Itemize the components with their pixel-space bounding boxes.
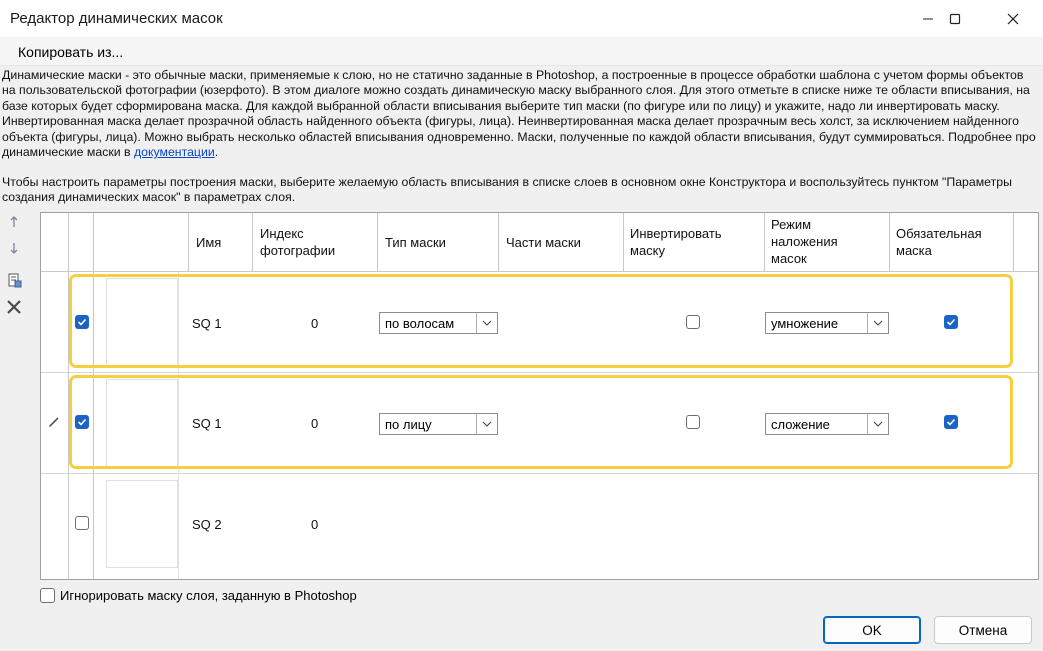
ignore-layer-mask-checkbox[interactable]: [40, 588, 55, 603]
blend-mode-select[interactable]: сложение: [765, 413, 889, 435]
row-photo-index: 0: [311, 517, 319, 532]
description-text: Динамические маски - это обычные маски, применяемые к слою, но не статично заданные в Photoshop, а построенные в процессе обработки шаблона с учетом формы объектов на пользовательской фотографии (юзерфото). В этом диалоге можно создать динамическую маску выбранного слоя. Для этого отметьте в списке ниже те области вписывания, на базе которых будет сформирована маска. Для каждой выбранной области вписывания выберите тип маски (по фигуре или по лицу) и укажите, надо ли инвертировать маску. Инвертированная маска делает прозрачной область найденного объекта (фигуры, лица). Неинвертированная маска делает прозрачным весь холст, за исключением найденного объекта (фигуры, лица). Можно выбрать несколько областей вписывания одновременно. Маски, полученные по каждой области вписывания, будут суммироваться. Подробнее про динамические маски в документации.: [2, 68, 1036, 160]
grid-header: [41, 213, 1039, 272]
move-up-icon: [8, 215, 20, 229]
row-select-checkbox[interactable]: [75, 415, 89, 429]
invert-checkbox[interactable]: [686, 315, 700, 329]
move-down-button[interactable]: [4, 238, 24, 258]
add-mask-button[interactable]: [4, 270, 24, 290]
row-name: SQ 1: [192, 316, 222, 331]
ignore-layer-mask-label: Игнорировать маску слоя, заданную в Photoshop: [60, 588, 357, 603]
layer-thumbnail: [106, 379, 178, 467]
required-checkbox[interactable]: [944, 415, 958, 429]
column-required[interactable]: Обязательная маска: [896, 226, 982, 258]
masks-grid[interactable]: [40, 212, 1039, 580]
table-row[interactable]: [41, 272, 1039, 373]
chevron-down-icon: [867, 313, 888, 333]
layer-thumbnail: [106, 480, 178, 568]
invert-checkbox[interactable]: [686, 415, 700, 429]
row-name: SQ 2: [192, 517, 222, 532]
delete-button[interactable]: [4, 297, 24, 317]
documentation-link[interactable]: документации: [133, 145, 215, 160]
mask-type-select[interactable]: по лицу: [379, 413, 498, 435]
menu-bar: [0, 37, 1043, 66]
row-name: SQ 1: [192, 416, 222, 431]
column-photo-index[interactable]: Индекс фотографии: [260, 226, 336, 258]
chevron-down-icon: [867, 414, 888, 434]
maximize-icon: [949, 13, 961, 25]
close-icon: [1007, 13, 1019, 25]
column-invert[interactable]: Инвертировать маску: [630, 226, 722, 258]
row-select-checkbox[interactable]: [75, 315, 89, 329]
close-button[interactable]: [990, 0, 1036, 37]
row-select-checkbox[interactable]: [75, 516, 89, 530]
window-title: Редактор динамических масок: [10, 10, 223, 27]
hint-text: Чтобы настроить параметры построения маски, выберите желаемую область вписывания в списке слоев в основном окне Конструктора и воспользуйтесь пунктом "Параметры создания динамических масок" в параметрах слоя.: [2, 175, 1012, 205]
column-name[interactable]: Имя: [196, 235, 222, 250]
chevron-down-icon: [476, 414, 497, 434]
table-row[interactable]: [41, 373, 1039, 474]
column-blend-mode[interactable]: Режим наложения масок: [771, 217, 838, 266]
copy-from-menu[interactable]: Копировать из...: [18, 44, 124, 60]
ok-button[interactable]: OK: [823, 616, 921, 644]
title-bar: [0, 0, 1043, 37]
column-mask-parts[interactable]: Части маски: [506, 235, 581, 250]
column-mask-type[interactable]: Тип маски: [385, 235, 446, 250]
delete-icon: [6, 299, 22, 315]
required-checkbox[interactable]: [944, 315, 958, 329]
row-photo-index: 0: [311, 416, 319, 431]
mask-type-select[interactable]: по волосам: [379, 312, 498, 334]
add-mask-icon: [6, 272, 22, 288]
cancel-button[interactable]: Отмена: [934, 616, 1032, 644]
row-photo-index: 0: [311, 316, 319, 331]
chevron-down-icon: [476, 313, 497, 333]
blend-mode-select[interactable]: умножение: [765, 312, 889, 334]
maximize-button[interactable]: [932, 0, 978, 37]
layer-thumbnail: [106, 278, 178, 366]
table-row[interactable]: [41, 474, 1039, 574]
pencil-icon: [47, 415, 61, 434]
move-up-button[interactable]: [4, 212, 24, 232]
move-down-icon: [8, 241, 20, 255]
